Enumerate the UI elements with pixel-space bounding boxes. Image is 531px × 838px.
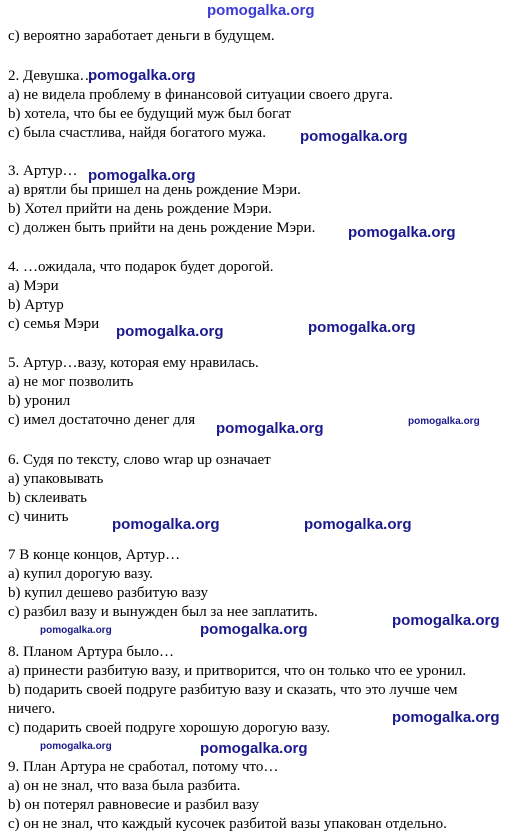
answer-line: a) он не знал, что ваза была разбита. xyxy=(8,778,241,794)
watermark-text: pomogalka.org xyxy=(112,516,220,533)
watermark-text: pomogalka.org xyxy=(304,516,412,533)
question-line: 9. План Артура не сработал, потому что… xyxy=(8,759,279,775)
watermark-text: pomogalka.org xyxy=(207,2,315,19)
answer-line: c) он не знал, что каждый кусочек разбитой вазы упакован отдельно. xyxy=(8,816,447,832)
watermark-text: pomogalka.org xyxy=(116,323,224,340)
answer-line: c) семья Мэри xyxy=(8,316,100,332)
answer-line: b) купил дешево разбитую вазу xyxy=(8,585,209,601)
question-line: 2. Девушка… xyxy=(8,68,95,84)
answer-line: b) он потерял равновесие и разбил вазу xyxy=(8,797,259,813)
answer-line: c) разбил вазу и вынужден был за нее заплатить. xyxy=(8,604,318,620)
question-line: 7 В конце концов, Артур… xyxy=(8,547,181,563)
answer-line: c) была счастлива, найдя богатого мужа. xyxy=(8,125,266,141)
question-line: 5. Артур…вазу, которая ему нравилась. xyxy=(8,355,259,371)
answer-line: b) подарить своей подруге разбитую вазу и сказать, что это лучше чем xyxy=(8,682,458,698)
answer-line: a) не видела проблему в финансовой ситуации своего друга. xyxy=(8,87,393,103)
watermark-text: pomogalka.org xyxy=(392,709,500,726)
answer-line: c) должен быть прийти на день рождение Мэри. xyxy=(8,220,316,236)
question-line: 4. …ожидала, что подарок будет дорогой. xyxy=(8,259,274,275)
watermark-text: pomogalka.org xyxy=(348,224,456,241)
answer-line: a) купил дорогую вазу. xyxy=(8,566,153,582)
watermark-text: pomogalka.org xyxy=(392,612,500,629)
answer-line: b) склеивать xyxy=(8,490,87,506)
answer-line: b) Хотел прийти на день рождение Мэри. xyxy=(8,201,272,217)
watermark-text: pomogalka.org xyxy=(88,67,196,84)
question-line: 8. Планом Артура было… xyxy=(8,644,175,660)
answer-line: a) Мэри xyxy=(8,278,59,294)
watermark-text: pomogalka.org xyxy=(88,167,196,184)
answer-line: b) Артур xyxy=(8,297,64,313)
watermark-text: pomogalka.org xyxy=(300,128,408,145)
answer-line: a) принести разбитую вазу, и притворится, что он только что ее уронил. xyxy=(8,663,467,679)
question-line: 6. Судя по тексту, слово wrap up означает xyxy=(8,452,271,468)
watermark-text: pomogalka.org xyxy=(308,319,416,336)
answer-line: a) упаковывать xyxy=(8,471,104,487)
answer-line: b) уронил xyxy=(8,393,71,409)
watermark-text: pomogalka.org xyxy=(40,625,112,636)
watermark-text: pomogalka.org xyxy=(200,740,308,757)
answer-line: ничего. xyxy=(8,701,56,717)
answer-line: c) имел достаточно денег для xyxy=(8,412,196,428)
question-line: 3. Артур… xyxy=(8,163,78,179)
answer-line: a) не мог позволить xyxy=(8,374,134,390)
answer-line: a) врятли бы пришел на день рождение Мэри. xyxy=(8,182,301,198)
watermark-text: pomogalka.org xyxy=(216,420,324,437)
watermark-text: pomogalka.org xyxy=(408,416,480,427)
watermark-text: pomogalka.org xyxy=(200,621,308,638)
answer-line: c) чинить xyxy=(8,509,69,525)
watermark-text: pomogalka.org xyxy=(40,741,112,752)
answer-line: b) хотела, что бы ее будущий муж был богат xyxy=(8,106,292,122)
answer-line: c) вероятно заработает деньги в будущем. xyxy=(8,28,275,44)
answer-line: c) подарить своей подруге хорошую дорогую вазу. xyxy=(8,720,331,736)
